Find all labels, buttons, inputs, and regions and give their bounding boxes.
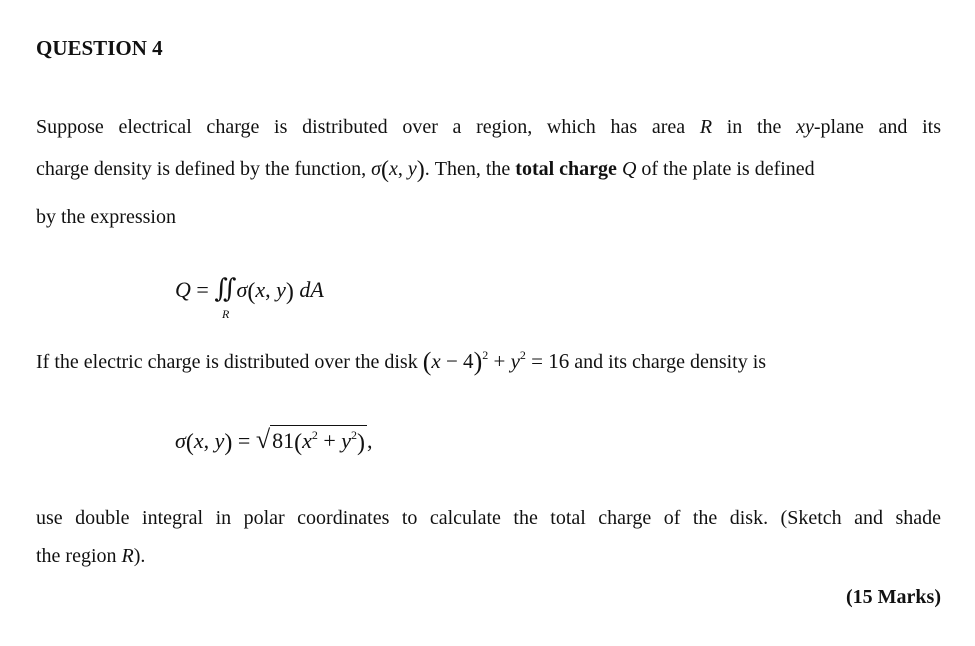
paragraph-3-line-1: use double integral in polar coordinates to calculate the total charge of the disk. (Sketch and shade [36,507,941,529]
density-formula: σ(x, $y) = √81(x^2 + y^2)$, [175,425,373,456]
integral-region-subscript: R [222,307,230,321]
total-charge-bold: total charge [515,158,617,180]
p1l2-text-c: of the plate is defined [641,158,815,180]
sigma-function: σ(x, y) [371,157,425,183]
marks-label: (15 Marks) [846,586,941,608]
charge-formula: Q = ∬σ(x, y) dA [175,274,324,305]
paragraph-2 [36,347,766,377]
p2-text-b: and its charge density is [574,351,767,373]
paragraph-3-line-2: the region R). [36,545,146,567]
paragraph-1-line-1 [36,116,941,139]
p2-text-a: If the electric charge is distributed over the disk [36,351,418,373]
p1l2-text-b: . Then, the [424,158,511,180]
question-title: QUESTION 4 [36,36,163,60]
p1l2-text-a: charge density is defined by the function, [36,158,367,180]
paragraph-1-line-2 [36,157,941,184]
disk-equation: $(x - 4)^2 + y^2 = 16$ [422,347,570,376]
p1l1-text: Suppose electrical charge is distributed over a region, which has area R in the xy-plane and its [36,116,941,138]
paragraph-1-line-3: by the expression [36,206,176,228]
q-symbol: Q [621,158,637,180]
